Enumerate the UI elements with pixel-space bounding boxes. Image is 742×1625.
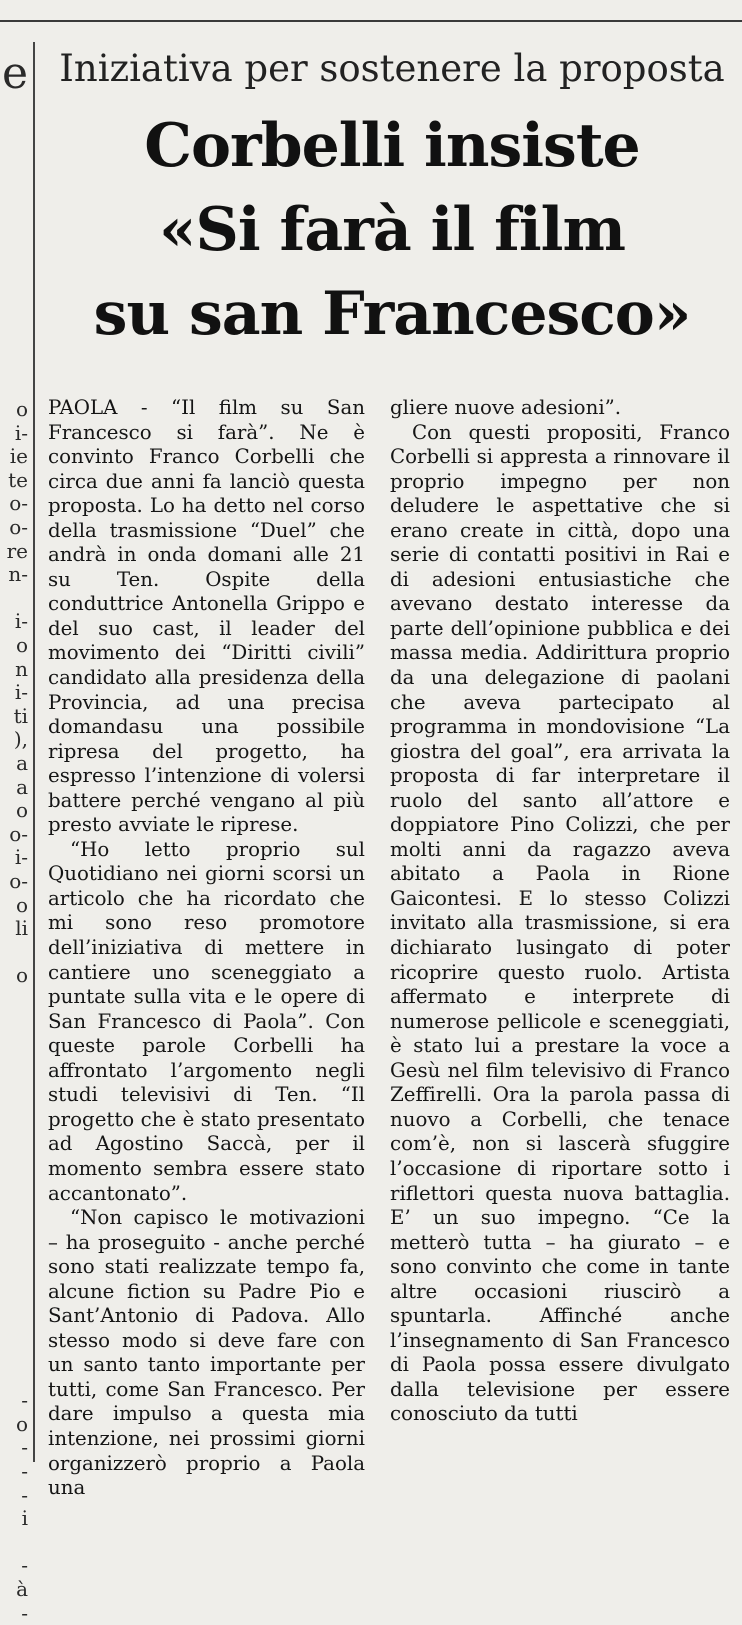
article-column-1 (48, 396, 365, 1501)
adjacent-text-fragment: - (21, 1459, 28, 1483)
top-rule (0, 20, 742, 22)
adjacent-text-fragment: ), (13, 727, 28, 752)
adjacent-text-fragment: i (21, 1506, 28, 1531)
adjacent-text-fragment: - (21, 1482, 28, 1507)
adjacent-text-fragment: - (21, 1388, 28, 1413)
adjacent-text-fragment: i- (14, 609, 28, 634)
headline-line-3: su san Francesco» (93, 279, 691, 349)
adjacent-text-fragment: i- (14, 680, 28, 705)
adjacent-text-fragment: ie (9, 444, 28, 469)
adjacent-text-fragment: n- (8, 562, 28, 587)
column1-paragraph-3: “Non capisco le motivazioni – ha proseguito - anche perché sono stati realizzate tempo fa, alcune fiction su Padre Pio e Sant’Antonio di Padova. Allo stesso modo si deve fare con un santo tanto importante per tutti, come San Francesco. Per dare impulso a questa mia intenzione, nei prossimi giorni organizzerò proprio a Paola una (48, 1206, 365, 1500)
adjacent-text-fragment: o (15, 1411, 28, 1436)
adjacent-text-fragment: o (15, 798, 28, 823)
adjacent-article-fragment (0, 24, 30, 1625)
adjacent-text-fragment: à (16, 1577, 28, 1601)
column1-paragraph-2: “Ho letto proprio sul Quotidiano nei giorni scorsi un articolo che ha ricordato che mi sono reso promotore dell’iniziativa di mettere in cantiere uno sceneggiato a puntate sulla vita e le opere di San Francesco di Paola”. Con queste parole Corbelli ha affrontato l’argomento negli studi televisivi di Ten. “Il progetto che è stato presentato ad Agostino Saccà, per il momento sembra essere stato accantonato”. (48, 837, 365, 1205)
headline-line-1: Corbelli insiste (144, 111, 640, 181)
article-kicker: Iniziativa per sostenere la proposta (59, 47, 725, 90)
adjacent-text-fragment: o (15, 963, 28, 988)
adjacent-heading-fragment: e (1, 48, 28, 99)
headline-line-2: «Si farà il film (159, 195, 625, 265)
adjacent-text-fragment: a (16, 751, 28, 775)
column1-paragraph-1: PAOLA - “Il film su San Francesco si farà”. Ne è convinto Franco Corbelli che circa due anni fa lanciò questa proposta. Lo ha detto nel corso della trasmissione “Duel” che andrà in onda domani alle 21 su Ten. Ospite della conduttrice Antonella Grippo e del suo cast, il leader del movimento dei “Diritti civili” candidato alla presidenza della Provincia, ad una precisa domandasu una possibile ripresa del progetto, ha espresso l’intenzione di volersi battere perché vengano al più presto avviate le riprese. (48, 396, 365, 837)
adjacent-text-fragment: a (16, 774, 28, 799)
adjacent-text-fragment: i- (14, 845, 28, 870)
column2-paragraph-1: gliere nuove adesioni”. (390, 396, 622, 419)
adjacent-text-fragment: o (15, 397, 28, 421)
column-separator (33, 42, 35, 1462)
adjacent-text-fragment: - (21, 1553, 28, 1578)
article-column-2 (390, 396, 730, 1427)
adjacent-text-fragment: li (15, 916, 28, 941)
adjacent-text-fragment: i- (14, 420, 28, 445)
adjacent-text-fragment: o (15, 633, 28, 657)
adjacent-text-fragment: ti (13, 703, 28, 728)
adjacent-text-fragment: n (15, 656, 28, 681)
adjacent-text-fragment: re (6, 538, 28, 563)
adjacent-text-fragment: o- (9, 491, 28, 516)
adjacent-text-fragment: - (21, 1435, 28, 1460)
adjacent-text-fragment: o- (9, 515, 28, 539)
adjacent-text-fragment: - (21, 1600, 28, 1625)
column2-paragraph-2: Con questi propositi, Franco Corbelli si appresta a rinnovare il proprio impegno per non deludere le aspettative che si erano create in città, dopo una serie di contatti positivi in Rai e di adesioni entusiastiche che avevano destato interesse da parte dell’opinione pubblica e dei massa media. Addirittura proprio da una delegazione di paolani che aveva partecipato al programma in mondovisione “La giostra del goal”, era arrivata la proposta di far interpretare il ruolo del santo all’attore e doppiatore Pino Colizzi, che per molti anni da ragazzo aveva abitato a Paola in Rione Gaicontesi. E lo stesso Colizzi invitato alla trasmissione, si era dichiarato lusingato di poter ricoprire questo ruolo. Artista affermato e interprete di numerose pellicole e sceneggiati, è stato lui a prestare la voce a Gesù nel film televisivo di Franco Zeffirelli. Ora la parola passa di nuovo a Corbelli, che tenace com’è, non si lascerà sfuggire l’occasione di riportare sotto i riflettori questa nuova battaglia. E’ un suo impegno. “Ce la metterò tutta – ha giurato – e sono convinto che come in tante altre occasioni riuscirò a spuntarla. Affinché anche l’insegnamento di San Francesco di Paola possa essere divulgato dalla televisione per essere conosciuto da tutti (390, 420, 730, 1426)
adjacent-text-fragment: o- (9, 821, 28, 846)
adjacent-text-fragment: te (8, 467, 28, 492)
adjacent-text-fragment: o (15, 892, 28, 917)
article-headline (42, 104, 742, 356)
adjacent-text-fragment: o- (9, 869, 28, 893)
